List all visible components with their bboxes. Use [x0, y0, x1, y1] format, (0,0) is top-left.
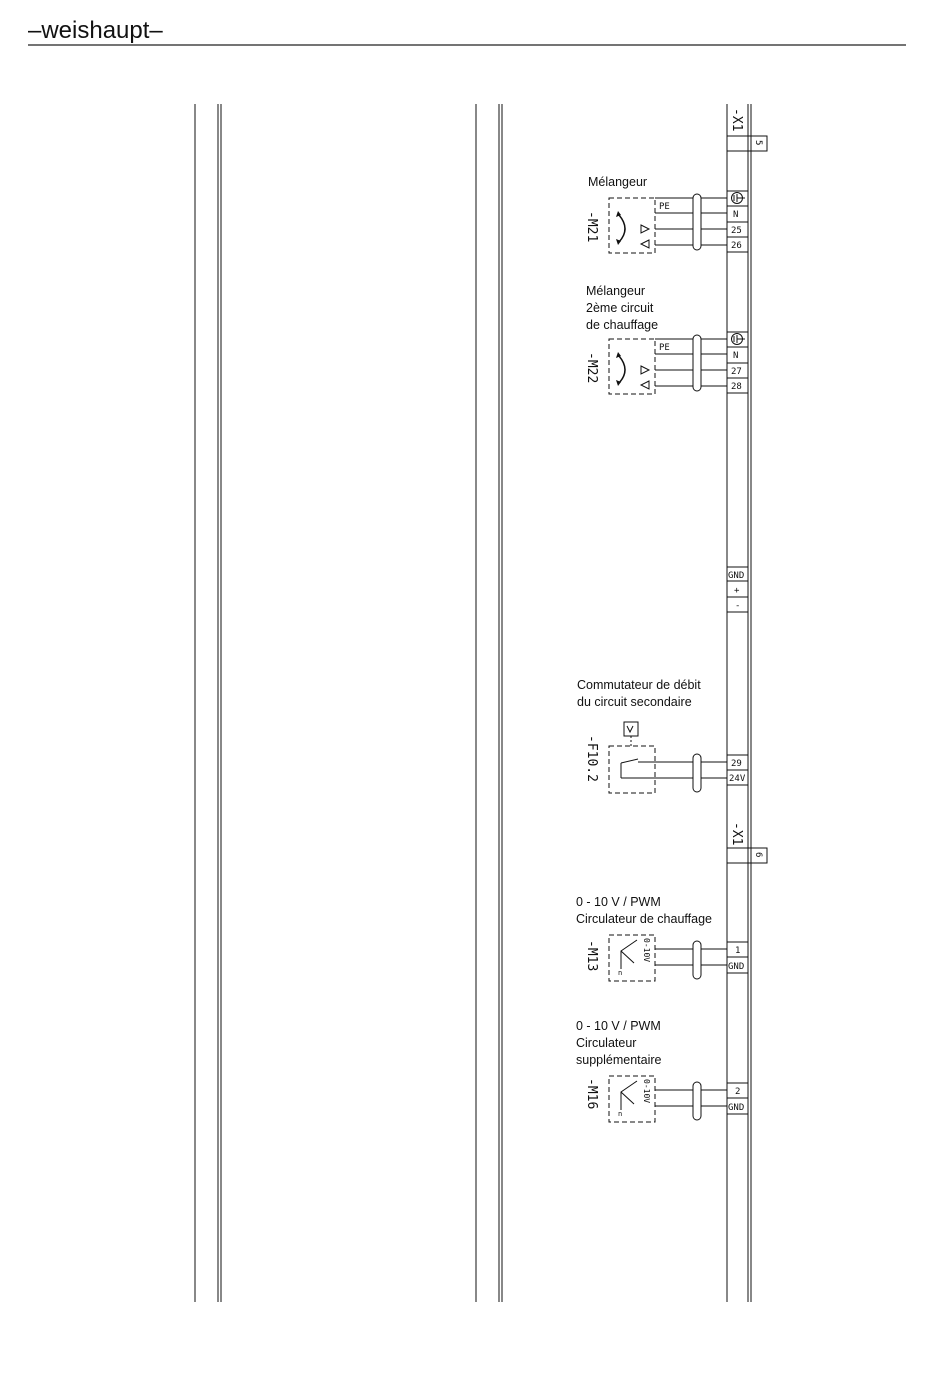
m13-tag: -M13 [584, 940, 599, 972]
terminal-label: 26 [731, 241, 742, 251]
mixer-m21 [584, 175, 727, 253]
open-triangle-icon [641, 225, 649, 233]
m16-title-line: Circulateur [576, 1036, 637, 1050]
pump-m13 [576, 895, 727, 981]
f10-title-line: du circuit secondaire [577, 695, 692, 709]
open-triangle-icon [641, 366, 649, 374]
ramp-icon [621, 1081, 637, 1110]
m22-tag: -M22 [584, 352, 599, 384]
flow-switch-f10-2 [577, 678, 727, 793]
m22-title-line: de chauffage [586, 318, 659, 332]
cable-sheath [693, 754, 701, 792]
terminal-label: 24V [729, 774, 746, 784]
terminal-label: 29 [731, 759, 742, 769]
m13-title-line: 0 - 10 V / PWM [576, 895, 661, 909]
cable-sheath [693, 941, 701, 979]
actuator-arrow-icon [619, 356, 625, 383]
m16-title-line: 0 - 10 V / PWM [576, 1019, 661, 1033]
m16-signal-label: 0-10V [642, 1079, 651, 1104]
terminal-label: 25 [731, 226, 742, 236]
x1-top-label: -X1 [729, 108, 744, 132]
cable-sheath [693, 1082, 701, 1120]
m16-n-label: n [618, 1110, 623, 1118]
m16-title-line: supplémentaire [576, 1053, 662, 1067]
x1-bottom-marker [727, 822, 767, 863]
terminal-cells [727, 191, 748, 1114]
terminal-label: + [734, 586, 740, 596]
actuator-arrow-icon [619, 215, 625, 242]
x1-top-marker [727, 108, 767, 151]
m21-pe-label: PE [659, 202, 670, 212]
cable-sheath [693, 194, 701, 250]
close-triangle-icon [641, 381, 649, 389]
m22-title-line: Mélangeur [586, 284, 646, 298]
f10-title-line: Commutateur de débit [577, 678, 701, 692]
x1-bottom-num: 6 [753, 852, 763, 858]
m21-title: Mélangeur [588, 175, 648, 189]
terminal-label: 1 [735, 946, 741, 956]
terminal-label: 27 [731, 367, 742, 377]
terminal-label: N [733, 210, 739, 220]
terminal-label: - [735, 601, 741, 611]
m22-pe-label: PE [659, 343, 670, 353]
ramp-icon [621, 940, 637, 969]
terminal-labels [728, 210, 746, 1113]
mixer-m22 [584, 284, 727, 394]
terminal-label: GND [728, 571, 745, 581]
f10-tag: -F10.2 [584, 735, 599, 782]
x1-top-num: 5 [753, 140, 763, 146]
switch-contact-icon [621, 759, 638, 778]
terminal-label: GND [728, 962, 745, 972]
m13-n-label: n [618, 969, 623, 977]
m16-tag: -M16 [584, 1078, 599, 1110]
terminal-label: GND [728, 1103, 745, 1113]
m13-signal-label: 0-10V [642, 938, 651, 963]
x1-bottom-label: -X1 [729, 822, 744, 846]
terminal-label: 28 [731, 382, 742, 392]
terminal-label: N [733, 351, 739, 361]
m22-title-line: 2ème circuit [586, 301, 654, 315]
m21-tag: -M21 [584, 211, 599, 243]
close-triangle-icon [641, 240, 649, 248]
m13-title-line: Circulateur de chauffage [576, 912, 712, 926]
pump-m16 [576, 1019, 727, 1122]
brand-logo: –weishaupt– [28, 17, 163, 44]
cable-sheath [693, 335, 701, 391]
terminal-label: 2 [735, 1087, 741, 1097]
